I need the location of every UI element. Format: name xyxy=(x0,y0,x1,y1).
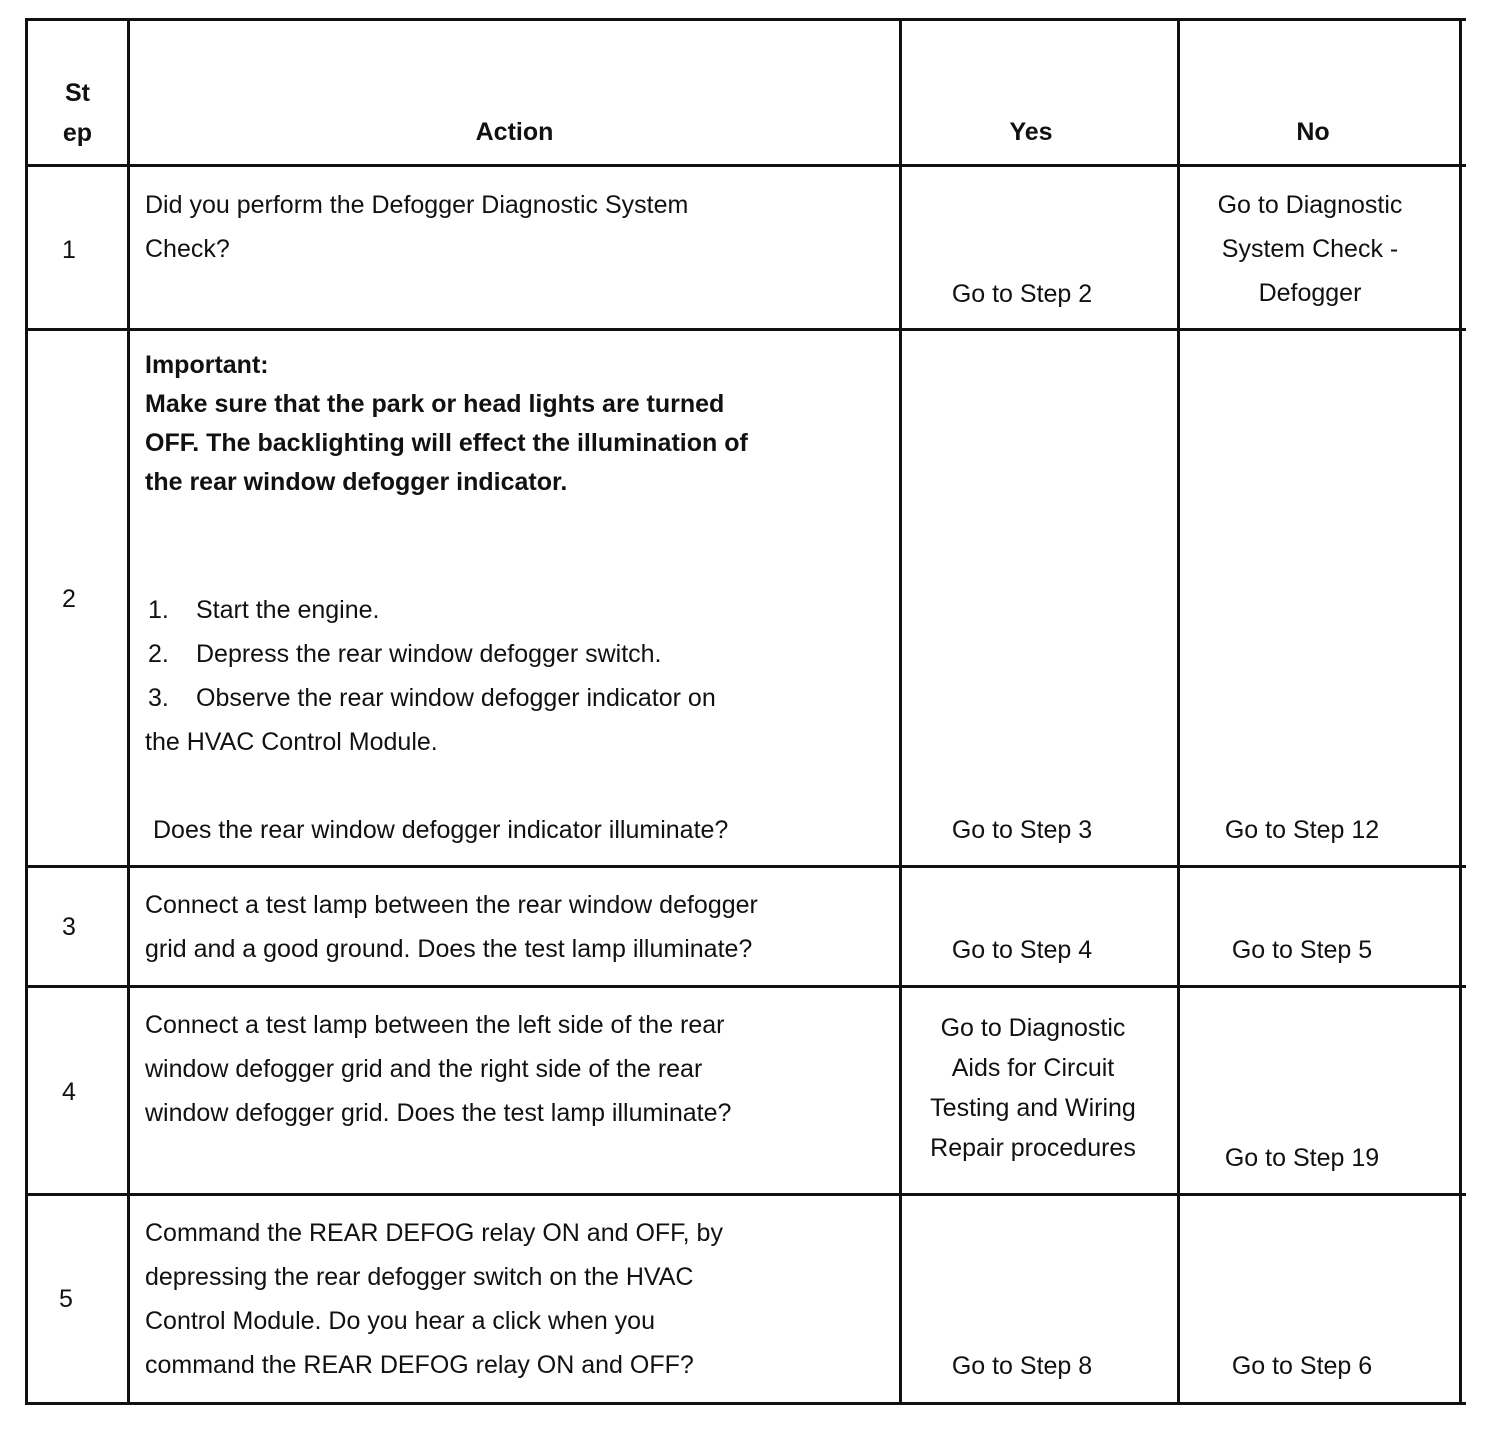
row-divider-4 xyxy=(25,1193,1466,1196)
action-text: Connect a test lamp between the rear window defogger grid and a good ground. Does the test lamp illuminate? xyxy=(145,891,758,963)
yes-text: Go to Step 3 xyxy=(951,816,1093,844)
question-text: Does the rear window defogger indicator illuminate? xyxy=(153,816,729,844)
header-no: No xyxy=(1296,118,1330,146)
step-number: 1 xyxy=(62,236,76,264)
no-text: Go to Step 19 xyxy=(1224,1144,1380,1172)
step-number: 2 xyxy=(62,585,76,613)
step-number: 4 xyxy=(62,1078,76,1106)
table-border-bottom xyxy=(25,1402,1466,1405)
action-text: Connect a test lamp between the left side of the rear window defogger grid and the right side of the rear window defogger grid. Does the test lamp illuminate? xyxy=(145,1011,732,1127)
list-item: 1. Start the engine. xyxy=(148,596,380,624)
table-border-top xyxy=(25,18,1466,21)
list-item: 3. Observe the rear window defogger indicator on xyxy=(148,684,716,712)
step-number: 5 xyxy=(59,1285,73,1313)
header-step-line2: ep xyxy=(62,119,93,147)
header-step xyxy=(30,73,125,153)
important-label: Important: xyxy=(145,351,269,379)
row-divider-2 xyxy=(25,865,1466,868)
yes-text: Go to Step 8 xyxy=(951,1352,1093,1380)
column-divider-step xyxy=(127,18,130,1405)
header-action: Action xyxy=(475,118,554,146)
table-border-left xyxy=(25,18,28,1405)
no-text: Go to Step 6 xyxy=(1231,1352,1373,1380)
no-text: Go to Step 5 xyxy=(1231,936,1373,964)
row-divider-3 xyxy=(25,985,1466,988)
yes-text: Go to Step 2 xyxy=(951,280,1093,308)
table-border-right xyxy=(1459,18,1462,1405)
important-note: Important: Make sure that the park or head lights are turned OFF. The backlighting will effect the illumination of the rear window defogger indicator. xyxy=(145,346,748,502)
header-divider xyxy=(25,164,1466,167)
action-text: Command the REAR DEFOG relay ON and OFF, by depressing the rear defogger switch on the HVAC Control Module. Do you hear a click when you command the REAR DEFOG relay ON and OFF? xyxy=(145,1219,723,1379)
action-text: Did you perform the Defogger Diagnostic System Check? xyxy=(145,191,689,263)
yes-text: Go to Diagnostic Aids for Circuit Testing and Wiring Repair procedures xyxy=(930,1014,1136,1162)
column-divider-action xyxy=(899,18,902,1405)
no-text: Go to Diagnostic System Check - Defogger xyxy=(1217,191,1403,307)
step-list xyxy=(145,588,716,764)
list-item: 2. Depress the rear window defogger switch. xyxy=(148,640,662,668)
yes-text: Go to Step 4 xyxy=(951,936,1093,964)
header-step-line1: St xyxy=(65,79,90,107)
header-yes: Yes xyxy=(1009,118,1053,146)
no-text: Go to Step 12 xyxy=(1224,816,1380,844)
step-number: 3 xyxy=(62,913,76,941)
row-divider-1 xyxy=(25,328,1466,331)
list-continuation: the HVAC Control Module. xyxy=(145,728,438,756)
